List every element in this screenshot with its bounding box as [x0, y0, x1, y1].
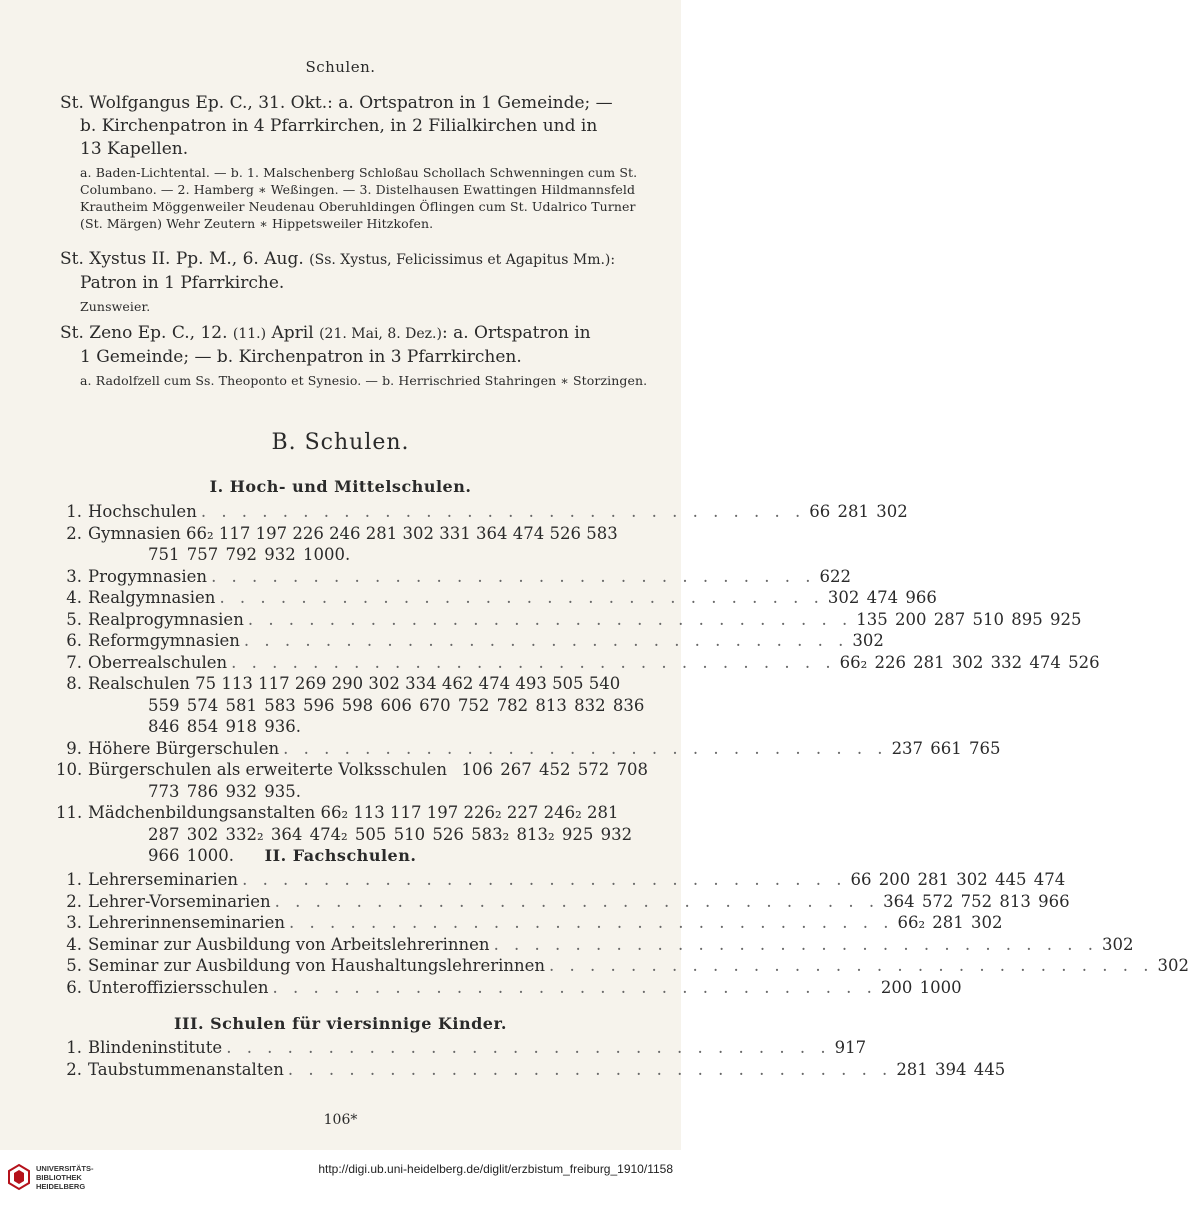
- row-continuation: 751 757 792 932 1000.: [148, 545, 351, 564]
- school-row: [56, 501, 908, 523]
- school-row: [56, 955, 1189, 977]
- row-page-refs: 135 200 287 510 895 925: [856, 609, 1082, 629]
- leader-dots: . . . . . . . . . . . . . . . . . . . . . . . . . . . . . .: [272, 977, 877, 997]
- school-row: [56, 912, 1003, 934]
- entry-heading: St. Zeno Ep. C., 12.: [60, 323, 228, 343]
- row-number: 2.: [66, 891, 82, 911]
- section-heading: I. Hoch- und Mittelschulen.: [209, 477, 472, 496]
- leader-dots: . . . . . . . . . . . . . . . . . . . . . . . . . . . . . .: [242, 870, 847, 889]
- row-label: Realschulen 75 113 117 269 290 302 334 462 474 493 505 540: [88, 674, 621, 693]
- row-label: Mädchenbildungsanstalten 66₂ 113 117 197 226₂ 227 246₂ 281: [88, 803, 619, 822]
- row-page-refs: 302 474 966: [827, 588, 937, 607]
- row-number: 7.: [66, 652, 82, 672]
- row-label: Lehrerseminarien: [88, 870, 239, 889]
- school-row: [56, 802, 648, 824]
- row-number: 4.: [66, 934, 82, 954]
- school-row: [56, 1037, 867, 1059]
- entry-heading-note: (21. Mai, 8. Dez.): [319, 326, 442, 342]
- row-continuation: 559 574 581 583 596 598 606 670 752 782 813 832 836: [148, 695, 645, 715]
- row-label: Seminar zur Ausbildung von Arbeitslehrerinnen: [88, 934, 490, 954]
- row-number: 8.: [66, 674, 82, 693]
- leader-dots: . . . . . . . . . . . . . . . . . . . . . . . . . . . . . .: [200, 502, 806, 521]
- school-list-2: [56, 869, 1189, 998]
- digitization-footer: [0, 1150, 681, 1205]
- entry-places: a. Baden-Lichtental. — b. 1. Malschenberg Schloßau Schollach Schwenningen cum St. Columbano. — 2. Hamberg ∗ Weßingen. — 3. Distelhausen Ewattingen Hildmannsfeld Krautheim Möggenweiler Neudenau Oberuhldingen Öflingen cum St. Udalrico Turner (St. Märgen) Wehr Zeutern ∗ Hippetsweiler Hitzkofen.: [80, 165, 638, 231]
- leader-dots: . . . . . . . . . . . . . . . . . . . . . . . . . . . . . .: [549, 956, 1154, 975]
- row-continuation: 846 854 918 936.: [148, 717, 301, 736]
- row-label: Bürgerschulen als erweiterte Volksschulen: [88, 760, 448, 779]
- section-heading: III. Schulen für viersinnige Kinder.: [174, 1014, 507, 1033]
- entry-heading-month: April: [271, 323, 314, 343]
- school-row: [56, 1059, 1006, 1081]
- row-page-refs: 917: [834, 1038, 867, 1057]
- row-continuation: 773 786 932 935.: [148, 781, 301, 801]
- leader-dots: . . . . . . . . . . . . . . . . . . . . . . . . . . . . . .: [493, 934, 1099, 954]
- row-label: Höhere Bürgerschulen: [88, 738, 280, 758]
- entry-places: Zunsweier.: [80, 299, 151, 314]
- row-number: 4.: [66, 588, 82, 607]
- row-label: Unteroffiziersschulen: [88, 977, 269, 997]
- section-b-title: B. Schulen.: [271, 430, 410, 455]
- row-number: 6.: [66, 631, 82, 650]
- leader-dots: . . . . . . . . . . . . . . . . . . . . . . . . . . . . . .: [289, 913, 894, 932]
- row-number: 6.: [66, 977, 82, 997]
- school-row: [56, 609, 1082, 631]
- row-number: 1.: [66, 870, 82, 889]
- school-row: [56, 759, 648, 781]
- leader-dots: . . . . . . . . . . . . . . . . . . . . . . . . . . . . . .: [243, 631, 849, 650]
- library-logo-text: UNIVERSITÄTS- BIBLIOTHEK HEIDELBERG: [36, 1164, 94, 1191]
- row-page-refs: 66 200 281 302 445 474: [850, 870, 1066, 889]
- school-list-3: [56, 1037, 1006, 1080]
- row-page-refs: 281 394 445: [896, 1059, 1006, 1079]
- row-page-refs: 237 661 765: [891, 738, 1001, 758]
- entry-places: a. Radolfzell cum Ss. Theoponto et Synesio. — b. Herrischried Stahringen ∗ Storzingen.: [80, 373, 648, 388]
- row-number: 10.: [56, 760, 83, 779]
- school-row: [56, 523, 648, 545]
- patron-entry-zeno: [60, 322, 650, 389]
- school-row: [56, 738, 1001, 760]
- leader-dots: . . . . . . . . . . . . . . . . . . . . . . . . . . . . . .: [211, 566, 816, 586]
- row-page-refs: 200 1000: [880, 977, 962, 997]
- row-label: Reformgymnasien: [88, 631, 240, 650]
- row-page-refs: 66₂ 226 281 302 332 474 526: [839, 652, 1100, 672]
- row-page-refs: 106 267 452 572 708: [461, 760, 648, 779]
- row-number: 9.: [66, 738, 82, 758]
- leader-dots: . . . . . . . . . . . . . . . . . . . . . . . . . . . . . .: [219, 588, 824, 607]
- school-row: [56, 891, 1070, 913]
- row-page-refs: 66 281 302: [809, 502, 908, 521]
- row-label: Blindeninstitute: [88, 1038, 223, 1057]
- patron-entry-xystus: [60, 248, 650, 315]
- entry-heading-tail: : a. Ortspatron in: [441, 323, 591, 343]
- row-number: 1.: [66, 1038, 82, 1057]
- row-page-refs: 622: [819, 566, 852, 586]
- row-label: Hochschulen: [88, 502, 197, 521]
- row-label: Oberrealschulen: [88, 652, 228, 672]
- row-number: 11.: [56, 803, 83, 822]
- leader-dots: . . . . . . . . . . . . . . . . . . . . . . . . . . . . . .: [287, 1059, 893, 1079]
- row-label: Progymnasien: [88, 566, 208, 586]
- row-page-refs: 302: [1102, 934, 1134, 954]
- leader-dots: . . . . . . . . . . . . . . . . . . . . . . . . . . . . . .: [226, 1038, 831, 1057]
- row-number: 3.: [66, 913, 82, 932]
- entry-continuation: 1 Gemeinde; — b. Kirchenpatron in 3 Pfarrkirchen.: [80, 347, 522, 367]
- school-list-1: [56, 501, 1100, 867]
- school-row: [56, 869, 1066, 891]
- school-row: [56, 977, 962, 999]
- leader-dots: . . . . . . . . . . . . . . . . . . . . . . . . . . . . . .: [231, 652, 836, 672]
- source-url-link[interactable]: http://digi.ub.uni-heidelberg.de/diglit/erzbistum_freiburg_1910/1158: [318, 1162, 673, 1176]
- entry-heading: St. Xystus II. Pp. M., 6. Aug.: [60, 249, 304, 269]
- row-label: Taubstummenanstalten: [88, 1059, 284, 1079]
- row-continuation: 966 1000.: [148, 846, 234, 865]
- row-number: 3.: [66, 566, 82, 586]
- entry-continuation: b. Kirchenpatron in 4 Pfarrkirchen, in 2 Filialkirchen und in: [80, 116, 598, 136]
- leader-dots: . . . . . . . . . . . . . . . . . . . . . . . . . . . . . .: [274, 891, 880, 911]
- school-row: [56, 630, 884, 652]
- school-row: [56, 934, 1134, 956]
- row-page-refs: 66₂ 281 302: [897, 913, 1003, 932]
- school-row: [56, 566, 852, 588]
- patron-entry-wolfgangus: [60, 92, 650, 232]
- entry-heading-note: (11.): [232, 326, 267, 342]
- entry-continuation: 13 Kapellen.: [80, 139, 189, 159]
- row-label: Gymnasien 66₂ 117 197 226 246 281 302 331 364 474 526 583: [88, 523, 618, 543]
- row-number: 5.: [66, 956, 82, 975]
- school-row: [56, 652, 1100, 674]
- leader-dots: . . . . . . . . . . . . . . . . . . . . . . . . . . . . . .: [283, 738, 888, 758]
- library-logo-icon: [8, 1164, 30, 1190]
- row-number: 5.: [66, 609, 82, 629]
- row-label: Lehrerinnenseminarien: [88, 913, 285, 932]
- row-label: Realprogymnasien: [88, 609, 244, 629]
- entry-heading-note: (Ss. Xystus, Felicissimus et Agapitus Mm.):: [309, 252, 616, 268]
- row-number: 1.: [66, 502, 82, 521]
- row-number: 2.: [66, 1059, 82, 1079]
- running-head: Schulen.: [305, 58, 376, 76]
- row-page-refs: 364 572 752 813 966: [883, 891, 1070, 911]
- entry-continuation: Patron in 1 Pfarrkirche.: [80, 273, 285, 293]
- row-label: Lehrer-Vorseminarien: [88, 891, 271, 911]
- row-number: 2.: [66, 523, 82, 543]
- row-continuation: 287 302 332₂ 364 474₂ 505 510 526 583₂ 813₂ 925 932: [148, 824, 633, 844]
- school-row: [56, 587, 937, 609]
- row-label: Realgymnasien: [88, 588, 216, 607]
- school-row: [56, 673, 648, 695]
- page-number: 106*: [323, 1112, 358, 1128]
- row-page-refs: 302: [852, 631, 884, 650]
- leader-dots: . . . . . . . . . . . . . . . . . . . . . . . . . . . . . .: [247, 609, 853, 629]
- section-heading: II. Fachschulen.: [264, 846, 417, 865]
- row-page-refs: 302: [1157, 956, 1189, 975]
- entry-heading: St. Wolfgangus Ep. C., 31. Okt.: a. Ortspatron in 1 Gemeinde; —: [60, 93, 613, 113]
- row-label: Seminar zur Ausbildung von Haushaltungslehrerinnen: [88, 956, 546, 975]
